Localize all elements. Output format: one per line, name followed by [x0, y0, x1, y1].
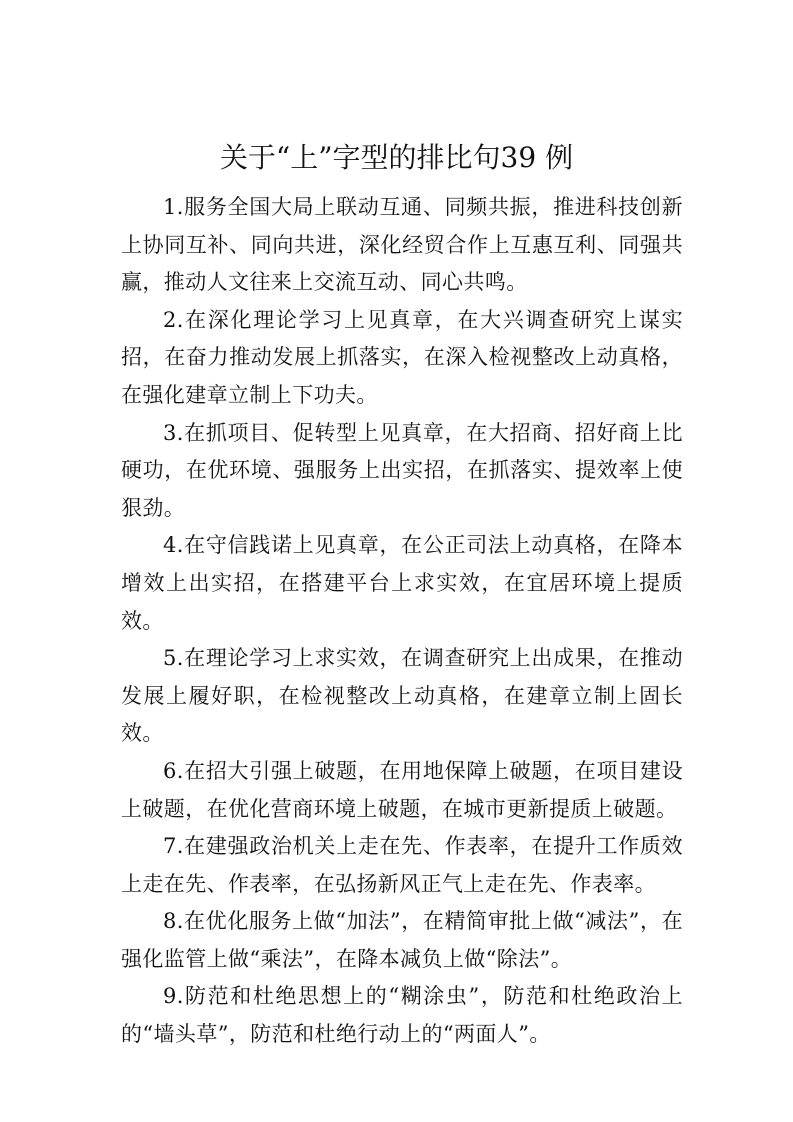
paragraph-1: 1.服务全国大局上联动互通、同频共振，推进科技创新上协同互补、同向共进，深化经贸合作上互惠互利、同强共赢，推动人文往来上交流互动、同心共鸣。 — [121, 195, 683, 295]
paragraph-6: 6.在招大引强上破题，在用地保障上破题，在项目建设上破题，在优化营商环境上破题，在城市更新提质上破题。 — [121, 758, 683, 821]
paragraph-3: 3.在抓项目、促转型上见真章，在大招商、招好商上比硬功，在优环境、强服务上出实招，在抓落实、提效率上使狠劲。 — [121, 420, 683, 520]
paragraph-4: 4.在守信践诺上见真章，在公正司法上动真格，在降本增效上出实招，在搭建平台上求实效，在宜居环境上提质效。 — [121, 533, 683, 633]
paragraph-5: 5.在理论学习上求实效，在调查研究上出成果，在推动发展上履好职，在检视整改上动真格，在建章立制上固长效。 — [121, 646, 683, 746]
paragraph-8: 8.在优化服务上做“加法”，在精简审批上做“减法”，在强化监管上做“乘法”，在降本减负上做“除法”。 — [121, 909, 683, 971]
document-title: 关于“上”字型的排比句39 例 — [219, 141, 574, 174]
paragraph-2: 2.在深化理论学习上见真章，在大兴调查研究上谋实招，在奋力推动发展上抓落实，在深入检视整改上动真格，在强化建章立制上下功夫。 — [121, 307, 683, 407]
paragraph-7: 7.在建强政治机关上走在先、作表率，在提升工作质效上走在先、作表率，在弘扬新风正气上走在先、作表率。 — [121, 834, 683, 896]
document-body — [121, 189, 683, 1054]
paragraph-9: 9.防范和杜绝思想上的“糊涂虫”，防范和杜绝政治上的“墙头草”，防范和杜绝行动上的“两面人”。 — [121, 984, 683, 1047]
